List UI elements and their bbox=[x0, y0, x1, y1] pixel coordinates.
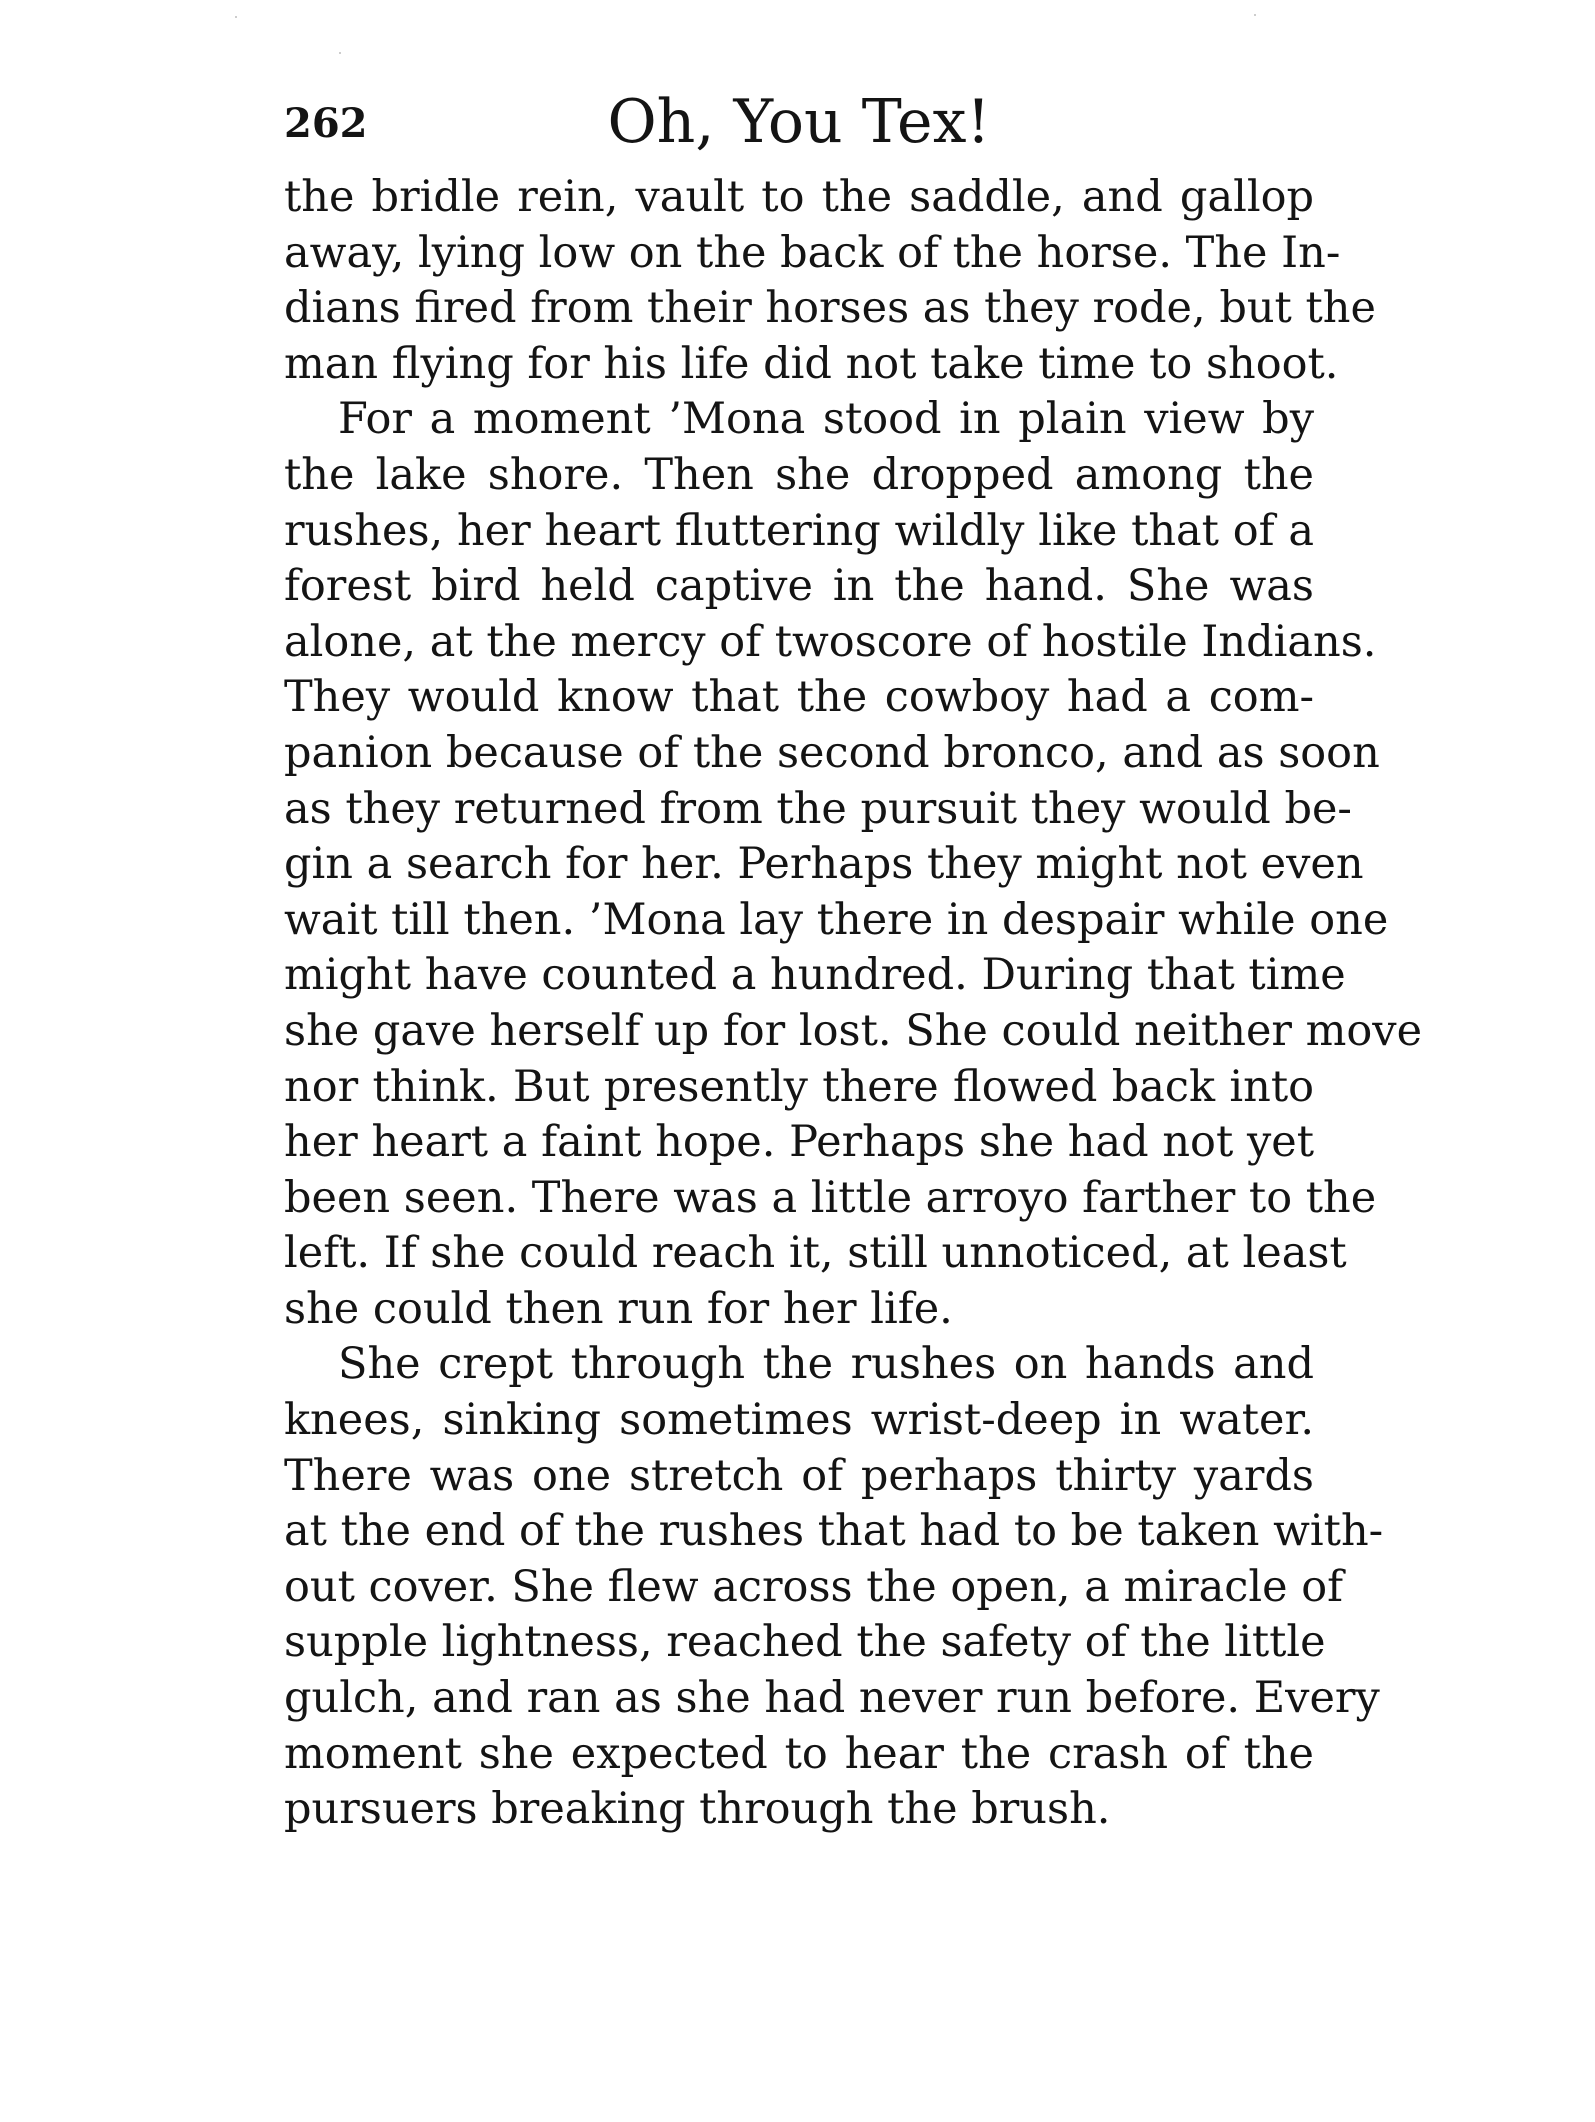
text-line: the lake shore. Then she dropped among the bbox=[284, 449, 1314, 500]
page-number: 262 bbox=[284, 100, 368, 147]
text-line: at the end of the rushes that had to be taken with- bbox=[284, 1506, 1384, 1557]
text-line: rushes, her heart fluttering wildly like that of a bbox=[284, 505, 1314, 556]
text-line: the bridle rein, vault to the saddle, and gallop bbox=[284, 172, 1314, 222]
text-line: away, lying low on the back of the horse. The In- bbox=[284, 227, 1341, 278]
text-line: she could then run for her life. bbox=[284, 1283, 953, 1334]
text-line: forest bird held captive in the hand. She was bbox=[284, 561, 1314, 612]
text-line: panion because of the second bronco, and as soon bbox=[284, 727, 1380, 778]
text-line: her heart a faint hope. Perhaps she had not yet bbox=[284, 1117, 1314, 1168]
text-line: For a moment ’Mona stood in plain view by bbox=[338, 394, 1314, 445]
text-line: out cover. She flew across the open, a miracle of bbox=[284, 1561, 1344, 1612]
scan-speck bbox=[1254, 14, 1256, 16]
text-line: supple lightness, reached the safety of the little bbox=[284, 1617, 1326, 1668]
text-line: gulch, and ran as she had never run before. Every bbox=[284, 1673, 1380, 1724]
text-line: as they returned from the pursuit they would be- bbox=[284, 783, 1352, 834]
page-header bbox=[284, 84, 1314, 174]
text-line: left. If she could reach it, still unnoticed, at least bbox=[284, 1228, 1347, 1279]
text-line: been seen. There was a little arroyo farther to the bbox=[284, 1172, 1377, 1223]
text-line: wait till then. ’Mona lay there in despair while one bbox=[284, 894, 1389, 945]
text-line: she gave herself up for lost. She could neither move bbox=[284, 1005, 1423, 1056]
body-text bbox=[284, 170, 1423, 1838]
text-line: nor think. But presently there flowed back into bbox=[284, 1061, 1314, 1112]
text-line: They would know that the cowboy had a com- bbox=[284, 672, 1314, 723]
text-line: alone, at the mercy of twoscore of hostile Indians. bbox=[284, 616, 1377, 667]
text-line: man flying for his life did not take time to shoot. bbox=[284, 338, 1339, 389]
text-line: She crept through the rushes on hands and bbox=[338, 1339, 1314, 1390]
scan-speck bbox=[235, 16, 237, 18]
text-line: pursuers breaking through the brush. bbox=[284, 1784, 1111, 1835]
text-line: gin a search for her. Perhaps they might not even bbox=[284, 839, 1364, 890]
text-line: might have counted a hundred. During that time bbox=[284, 950, 1346, 1001]
text-line: There was one stretch of perhaps thirty yards bbox=[284, 1450, 1314, 1501]
scan-speck bbox=[339, 52, 341, 54]
running-title: Oh, You Tex! bbox=[607, 87, 991, 157]
text-line: moment she expected to hear the crash of the bbox=[284, 1728, 1314, 1779]
text-line: knees, sinking sometimes wrist-deep in water. bbox=[284, 1395, 1314, 1446]
text-line: dians fired from their horses as they rode, but the bbox=[284, 283, 1376, 334]
